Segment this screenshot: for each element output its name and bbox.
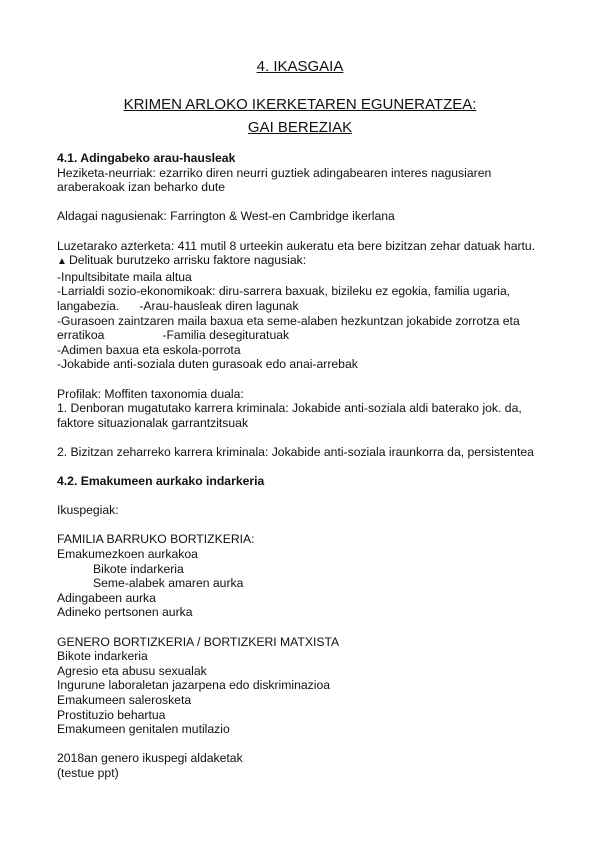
paragraph: 2. Bizitzan zeharreko karrera kriminala: Jokabide anti-soziala iraunkorra da, persistentea xyxy=(57,444,534,459)
risk-factors-intro: ▲ Delituak burutzeko arrisku faktore nagusiak: xyxy=(57,253,557,270)
title-line-2: GAI BEREZIAK xyxy=(247,119,353,136)
list-item: Adingabeen aurka xyxy=(57,590,156,605)
paragraph: Heziketa-neurriak: ezarriko diren neurri guztiek adingabearen interes nagusiaren xyxy=(57,165,492,180)
list-item: Agresio eta abusu sexualak xyxy=(57,663,207,678)
lesson-number: 4. IKASGAIA xyxy=(256,58,344,75)
list-item: Seme-alabek amaren aurka xyxy=(93,576,244,591)
list-item: -Jokabide anti-soziala duten gurasoak edo anai-arrebak xyxy=(57,357,358,372)
paragraph: araberakoak izan beharko dute xyxy=(57,180,226,195)
list-item: langabezia. -Arau-hausleak diren lagunak xyxy=(57,298,299,313)
list-item: -Inpultsibitate maila altua xyxy=(57,269,192,284)
section-heading-4-2: 4.2. Emakumeen aurkako indarkeria xyxy=(57,474,265,489)
list-item: Adineko pertsonen aurka xyxy=(57,605,193,620)
list-item: Prostituzio behartua xyxy=(57,707,166,722)
subheading: GENERO BORTIZKERIA / BORTIZKERI MATXISTA xyxy=(57,634,340,649)
list-item: erratikoa -Familia desegituratuak xyxy=(57,328,290,343)
list-item: -Larrialdi sozio-ekonomikoak: diru-sarrera baxuak, bizileku ez egokia, familia ugaria, xyxy=(57,284,511,299)
paragraph: Aldagai nagusienak: Farrington & West-en Cambridge ikerlana xyxy=(57,209,395,224)
paragraph: 2018an genero ikuspegi aldaketak xyxy=(57,751,243,766)
paragraph: 1. Denboran mugatutako karrera kriminala: Jokabide anti-soziala aldi baterako jok. da, xyxy=(57,401,522,416)
list-item: Ingurune laboraletan jazarpena edo diskriminazioa xyxy=(57,678,331,693)
list-item: -Gurasoen zaintzaren maila baxua eta seme-alaben hezkuntzan jokabide zorrotza eta xyxy=(57,313,520,328)
subheading: FAMILIA BARRUKO BORTIZKERIA: xyxy=(57,532,255,547)
list-item: Emakumeen salerosketa xyxy=(57,692,192,707)
title-line-1: KRIMEN ARLOKO IKERKETAREN EGUNERATZEA: xyxy=(123,96,477,113)
list-item: -Adimen baxua eta eskola-porrota xyxy=(57,342,241,357)
list-item: Emakumezkoen aurkakoa xyxy=(57,547,198,562)
section-heading-4-1: 4.1. Adingabeko arau-hausleak xyxy=(57,151,236,165)
list-item: Bikote indarkeria xyxy=(57,649,148,664)
paragraph: Profilak: Moffiten taxonomia duala: xyxy=(57,386,244,401)
paragraph: Luzetarako azterketa: 411 mutil 8 urteekin aukeratu eta bere bizitzan zehar datuak hartu. xyxy=(57,238,536,253)
list-item: Emakumeen genitalen mutilazio xyxy=(57,722,230,737)
paragraph: Ikuspegiak: xyxy=(57,503,119,518)
document-body xyxy=(57,151,557,781)
warning-triangle-icon: ▲ xyxy=(57,256,67,268)
paragraph: faktore situazionalak garrantzitsuak xyxy=(57,415,249,430)
paragraph: (testue ppt) xyxy=(57,765,119,780)
list-item: Bikote indarkeria xyxy=(93,561,184,576)
